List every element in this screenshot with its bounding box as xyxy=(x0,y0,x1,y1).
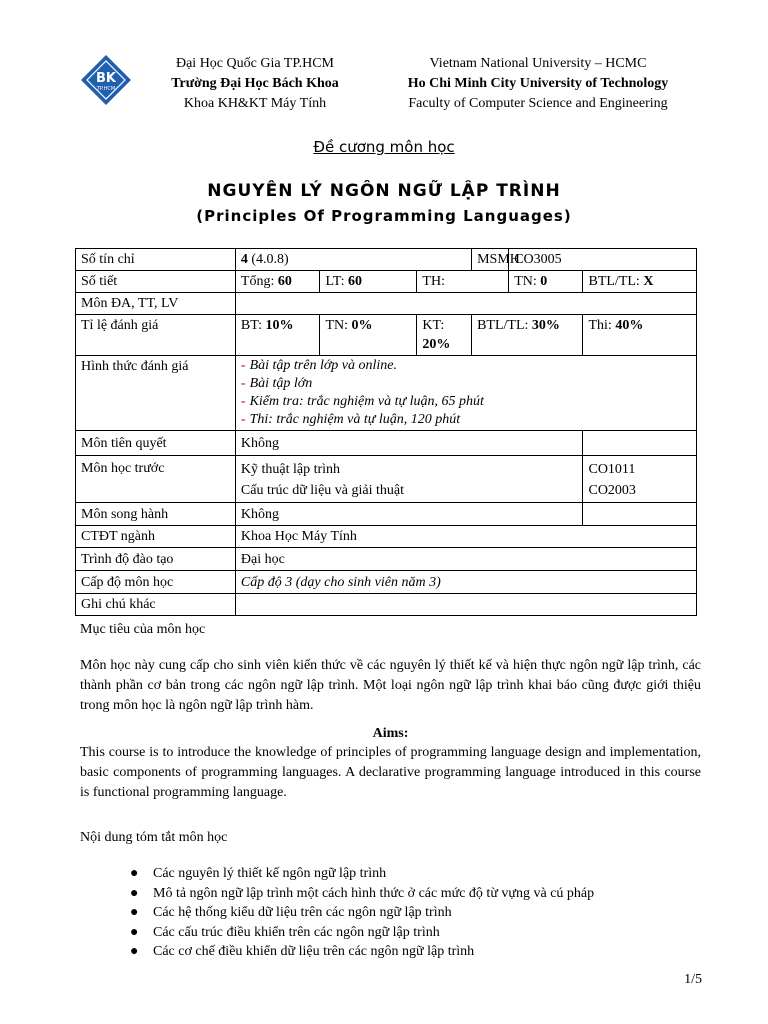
program-label: CTĐT ngành xyxy=(76,526,236,548)
list-item: - Thi: trắc nghiệm và tự luận, 120 phút xyxy=(240,412,461,427)
periods-label: Số tiết xyxy=(76,271,236,293)
credits-label: Số tín chỉ xyxy=(76,249,236,271)
course-level-value: Cấp độ 3 (dạy cho sinh viên năm 3) xyxy=(235,571,696,594)
course-info-table xyxy=(75,248,697,616)
header-english xyxy=(378,54,698,114)
parallel-label: Môn song hành xyxy=(76,503,236,526)
table-row xyxy=(76,456,697,503)
header-faculty-en: Faculty of Computer Science and Engineering xyxy=(408,96,668,111)
table-row xyxy=(76,548,697,571)
header-faculty: Khoa KH&KT Máy Tính xyxy=(183,96,327,111)
table-row xyxy=(76,356,697,431)
objectives-text: Môn học này cung cấp cho sinh viên kiến thức về các nguyên lý thiết kế và hiện thực ngôn ngữ lập trình, các thành phần cơ bản trong các ngôn ngữ lập trình. Một loại ngôn ngữ lập trình khai báo cũng được giới thiệu trong môn học là ngôn ngữ lập trình hàm. xyxy=(80,658,701,713)
table-row xyxy=(76,571,697,594)
previous-label: Môn học trước xyxy=(76,456,236,503)
outline-title: Đề cương môn học xyxy=(313,138,455,156)
list-item: ● Các hệ thống kiểu dữ liệu trên các ngôn ngữ lập trình xyxy=(130,905,452,920)
list-item: - Kiểm tra: trắc nghiệm và tự luận, 65 phút xyxy=(240,394,484,409)
header-school: Trường Đại Học Bách Khoa xyxy=(171,76,339,91)
list-item: - Bài tập lớn xyxy=(240,376,313,391)
course-title: NGUYÊN LÝ NGÔN NGỮ LẬP TRÌNH xyxy=(207,181,561,201)
total-periods: Tổng: 60 xyxy=(235,271,320,293)
list-item: ● Các nguyên lý thiết kế ngôn ngữ lập trình xyxy=(130,866,387,881)
course-level-label: Cấp độ môn học xyxy=(76,571,236,594)
table-row xyxy=(76,594,697,616)
aims-heading: Aims: xyxy=(372,726,409,741)
page-number: 1/5 xyxy=(684,972,702,987)
project-label: Môn ĐA, TT, LV xyxy=(76,293,236,315)
header-university-en: Vietnam National University – HCMC xyxy=(429,56,647,71)
table-row xyxy=(76,293,697,315)
table-row xyxy=(76,526,697,548)
thi-ratio: Thi: 40% xyxy=(583,315,697,356)
tn-ratio: TN: 0% xyxy=(320,315,417,356)
university-logo xyxy=(80,54,132,106)
course-name: Kỹ thuật lập trình xyxy=(240,462,341,477)
kt-ratio: KT: 20% xyxy=(417,315,472,356)
level-label: Trình độ đào tạo xyxy=(76,548,236,571)
notes-label: Ghi chú khác xyxy=(76,594,236,616)
header-school-en: Ho Chi Minh City University of Technology xyxy=(407,76,669,91)
program-value: Khoa Học Máy Tính xyxy=(235,526,696,548)
prereq-label: Môn tiên quyết xyxy=(76,431,236,456)
assessment-label: Hình thức đánh giá xyxy=(76,356,236,431)
btl-periods: BTL/TL: X xyxy=(583,271,697,293)
lt-periods: LT: 60 xyxy=(320,271,417,293)
msmh-label: MSMH xyxy=(472,249,509,271)
tn-periods: TN: 0 xyxy=(509,271,583,293)
ratio-label: Tỉ lệ đánh giá xyxy=(76,315,236,356)
course-subtitle: (Principles Of Programming Languages) xyxy=(196,207,572,225)
parallel-value: Không xyxy=(235,503,583,526)
summary-heading: Nội dung tóm tắt môn học xyxy=(80,830,228,845)
course-code: CO2003 xyxy=(588,483,636,498)
header-university: Đại Học Quốc Gia TP.HCM xyxy=(175,56,334,71)
objectives-heading: Mục tiêu của môn học xyxy=(80,622,206,637)
prereq-value: Không xyxy=(235,431,583,456)
list-item: ● Mô tả ngôn ngữ lập trình một cách hình thức ở các mức độ từ vựng và cú pháp xyxy=(130,885,595,901)
logo-subtext: TP.HCM xyxy=(96,86,116,92)
notes-value xyxy=(235,594,696,616)
list-item: - Bài tập trên lớp và online. xyxy=(240,358,398,373)
level-value: Đại học xyxy=(235,548,696,571)
table-row xyxy=(76,431,697,456)
table-row xyxy=(76,503,697,526)
aims-text: This course is to introduce the knowledge of principles of programming language design and implementation, basic components of programming languages. A declarative programming language introduced in this course is functional programming language. xyxy=(80,745,701,800)
list-item: ● Các cấu trúc điều khiển trên các ngôn ngữ lập trình xyxy=(130,924,440,940)
btl-ratio: BTL/TL: 30% xyxy=(472,315,583,356)
course-name: Cấu trúc dữ liệu và giải thuật xyxy=(240,483,404,498)
msmh-value: CO3005 xyxy=(509,249,697,271)
course-code: CO1011 xyxy=(588,462,636,477)
credits-cell: 4 (4.0.8) xyxy=(235,249,471,271)
assessment-list xyxy=(235,356,696,431)
list-item: ● Các cơ chế điều khiển dữ liệu trên các ngôn ngữ lập trình xyxy=(130,944,475,959)
previous-codes xyxy=(583,456,697,503)
bt-ratio: BT: 10% xyxy=(235,315,320,356)
table-row xyxy=(76,271,697,293)
table-row xyxy=(76,249,697,271)
logo-text: BK xyxy=(96,71,116,86)
th-periods: TH: xyxy=(417,271,509,293)
header-vietnamese xyxy=(140,54,370,114)
table-row xyxy=(76,315,697,356)
previous-courses xyxy=(235,456,583,503)
summary-list xyxy=(130,864,594,962)
